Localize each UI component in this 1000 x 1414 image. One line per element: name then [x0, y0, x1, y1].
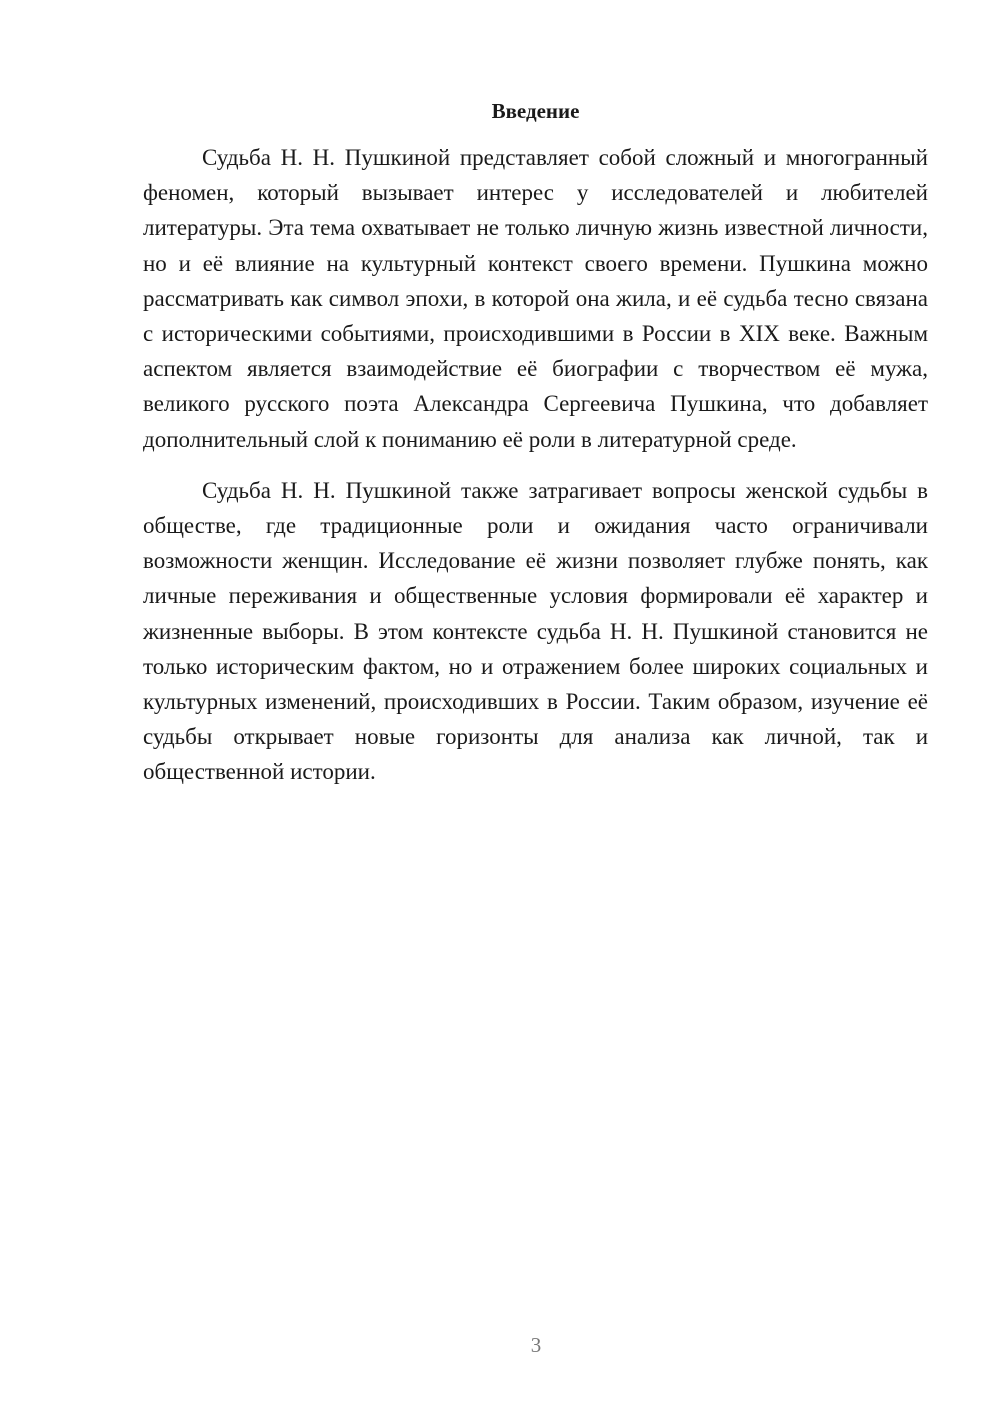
paragraph-1: Судьба Н. Н. Пушкиной представляет собой сложный и многогранный феномен, который вызывает интерес у исследователей и любителей литературы. Эта тема охватывает не только личную жизнь известной личности, но и её влияние на культурный контекст своего времени. Пушкина можно рассматривать как символ эпохи, в которой она жила, и её судьба тесно связана с историческими событиями, происходившими в России в XIX веке. Важным аспектом является взаимодействие её биографии с творчеством её мужа, великого русского поэта Александра Сергеевича Пушкина, что добавляет дополнительный слой к пониманию её роли в литературной среде. — [143, 145, 928, 452]
section-heading: Введение — [491, 99, 580, 123]
paragraph-2: Судьба Н. Н. Пушкиной также затрагивает вопросы женской судьбы в обществе, где традиционные роли и ожидания часто ограничивали возможности женщин. Исследование её жизни позволяет глубже понять, как личные переживания и общественные условия формировали её характер и жизненные выборы. В этом контексте судьба Н. Н. Пушкиной становится не только историческим фактом, но и отражением более широких социальных и культурных изменений, происходивших в России. Таким образом, изучение её судьбы открывает новые горизонты для анализа как личной, так и общественной истории. — [143, 477, 928, 785]
page-content — [143, 96, 928, 790]
page-number: 3 — [530, 1333, 542, 1357]
